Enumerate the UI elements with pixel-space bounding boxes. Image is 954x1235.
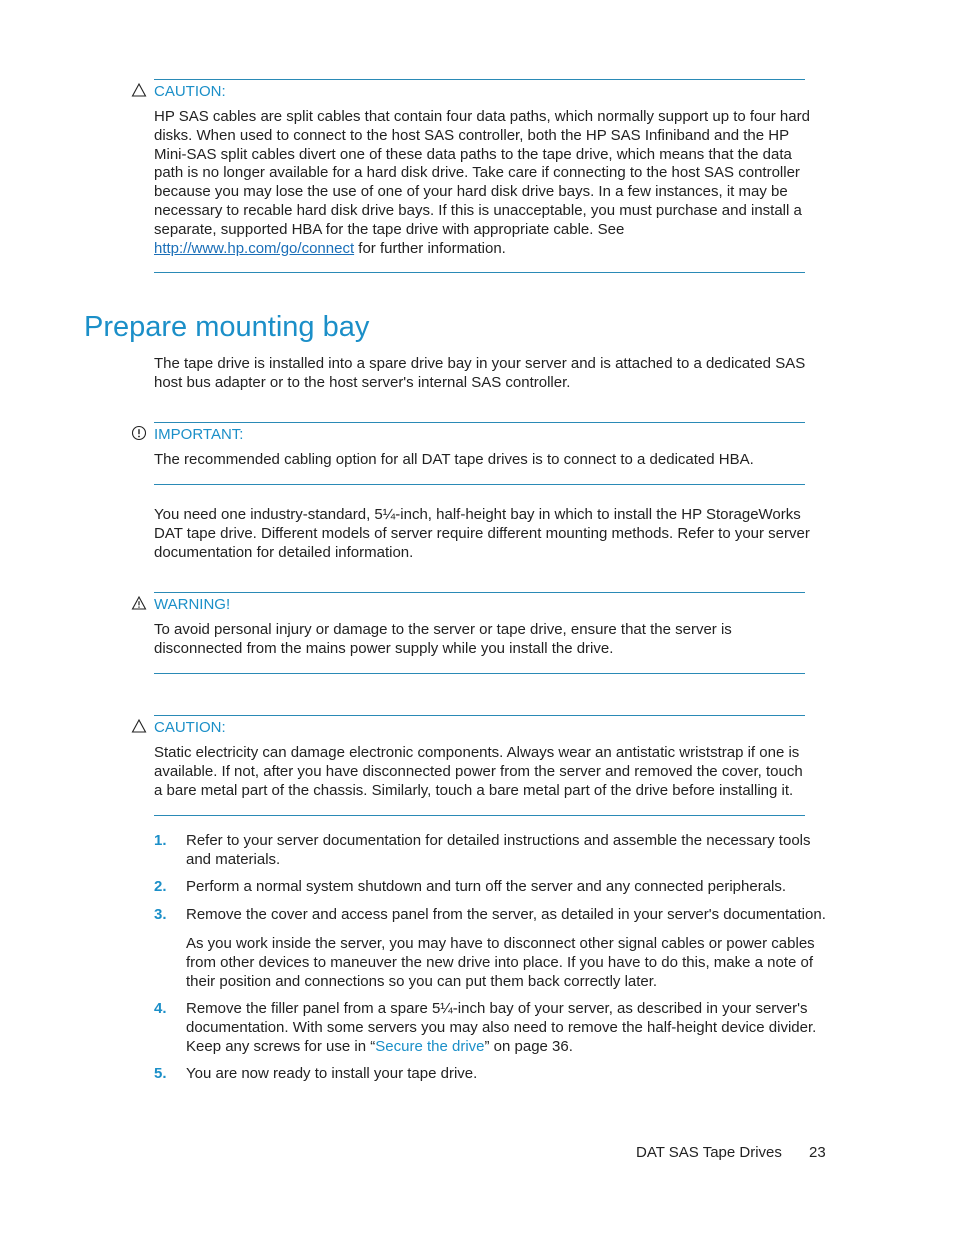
step-sub-paragraph: As you work inside the server, you may have to disconnect other signal cables or power cables from other devices to maneuver the new drive into place. If you have to do this, make a note of their position and connections so you can put them back correctly later. xyxy=(186,935,815,990)
warning-bottom-rule xyxy=(154,673,805,674)
page-number: 23 xyxy=(809,1144,826,1161)
caution1-text-after: for further information. xyxy=(354,239,506,257)
step-number: 4. xyxy=(154,1000,167,1017)
step-text: Remove the cover and access panel from the server, as detailed in your server's documentation. xyxy=(186,906,826,923)
caution2-label: CAUTION: xyxy=(154,719,226,736)
important-top-rule xyxy=(154,422,805,423)
step-text: You are now ready to install your tape drive. xyxy=(186,1065,478,1082)
caution-triangle-icon xyxy=(131,82,147,98)
caution2-bottom-rule xyxy=(154,815,805,816)
bay-paragraph: You need one industry-standard, 5¼-inch, half-height bay in which to install the HP StorageWorks DAT tape drive. Different models of server require different mounting methods. Refer to your server documentation for detailed information. xyxy=(154,506,810,561)
caution-triangle-icon xyxy=(131,718,147,734)
warning-triangle-icon xyxy=(131,595,147,611)
section-intro: The tape drive is installed into a spare drive bay in your server and is attached to a dedicated SAS host bus adapter or to the host server's internal SAS controller. xyxy=(154,355,806,391)
important-bottom-rule xyxy=(154,484,805,485)
step-number: 1. xyxy=(154,832,167,849)
important-exclamation-icon xyxy=(131,425,147,441)
step-text xyxy=(186,1000,826,1056)
step-text: Refer to your server documentation for detailed instructions and assemble the necessary tools and materials. xyxy=(186,832,811,868)
caution2-top-rule xyxy=(154,715,805,716)
warning-label: WARNING! xyxy=(154,596,231,613)
caution1-label: CAUTION: xyxy=(154,83,226,100)
step-number: 5. xyxy=(154,1065,167,1082)
caution1-top-rule xyxy=(154,79,805,80)
caution1-text xyxy=(154,108,814,258)
important-label: IMPORTANT: xyxy=(154,426,244,443)
important-text: The recommended cabling option for all DAT tape drives is to connect to a dedicated HBA. xyxy=(154,451,754,468)
step-number: 3. xyxy=(154,906,167,923)
step4-text-before: Remove the filler panel from a spare 5¼-inch bay of your server, as described in your server's documentation. With some servers you may also need to remove the half-height device divider. Keep any screws for use in “ xyxy=(186,1000,817,1055)
footer-title: DAT SAS Tape Drives xyxy=(636,1144,782,1161)
caution2-text: Static electricity can damage electronic components. Always wear an antistatic wriststrap if one is available. If not, after you have disconnected power from the server and removed the cover, touch a bare metal part of the chassis. Similarly, touch a bare metal part of the drive before installing it. xyxy=(154,744,803,799)
caution1-bottom-rule xyxy=(154,272,805,273)
caution1-text-before: HP SAS cables are split cables that contain four data paths, which normally support up to four hard disks. When used to connect to the host SAS controller, both the HP SAS Infiniband and the HP Mini-SAS split cables divert one of these data paths to the tape drive, which means that the data path is no longer available for a hard disk drive. Take care if connecting to the host SAS controller because you may lose the use of one of your hard disk drive bays. In a few instances, it may be necessary to recable hard disk drive bays. If this is unacceptable, you must purchase and install a separate, supported HBA for the tape drive with appropriate cable. See xyxy=(154,108,810,238)
step-text: Perform a normal system shutdown and turn off the server and any connected peripherals. xyxy=(186,878,787,895)
step-number: 2. xyxy=(154,878,167,895)
secure-the-drive-link[interactable]: Secure the drive xyxy=(375,1037,485,1055)
warning-top-rule xyxy=(154,592,805,593)
section-title: Prepare mounting bay xyxy=(84,311,370,343)
warning-text: To avoid personal injury or damage to the server or tape drive, ensure that the server is disconnected from the mains power supply while you install the drive. xyxy=(154,621,732,657)
hp-connect-link[interactable]: http://www.hp.com/go/connect xyxy=(154,239,355,257)
step4-text-after: ” on page 36. xyxy=(484,1037,573,1055)
